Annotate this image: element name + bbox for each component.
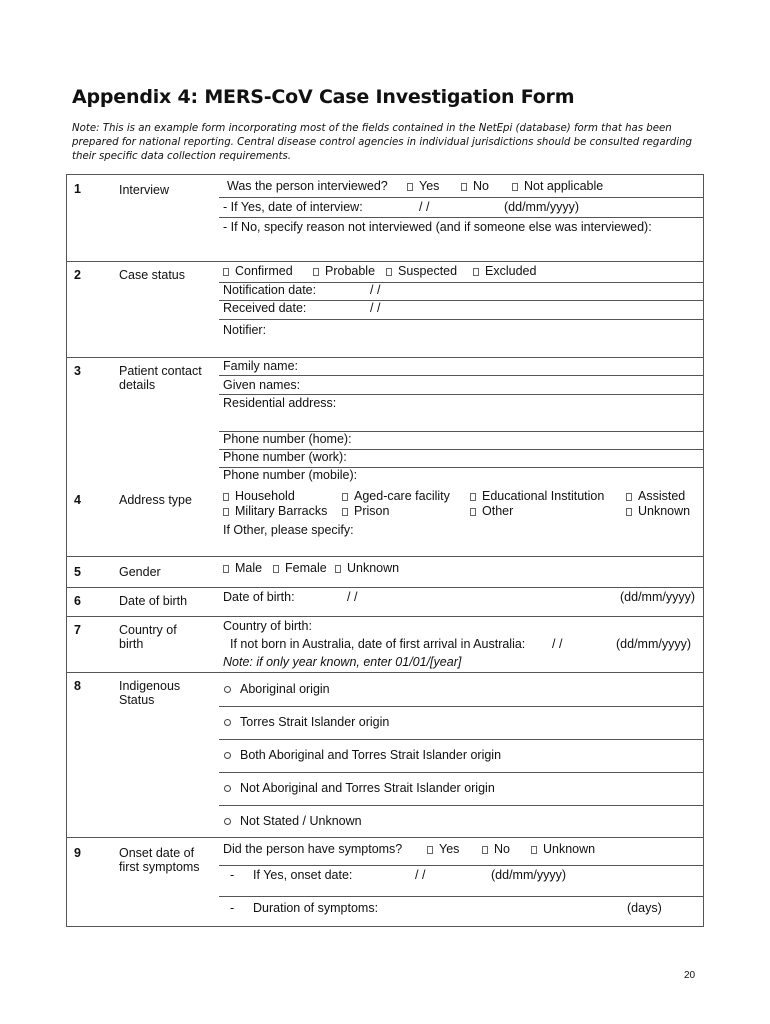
option-both[interactable]: Both Aboriginal and Torres Strait Islander origin	[224, 748, 501, 763]
section-number: 4	[74, 493, 81, 507]
checkbox[interactable]	[407, 183, 413, 191]
section-number: 3	[74, 364, 81, 378]
field-line	[219, 217, 703, 218]
option-prison[interactable]: Prison	[342, 504, 389, 519]
year-note: Note: if only year known, enter 01/01/[year]	[223, 655, 462, 669]
checkbox[interactable]	[531, 846, 537, 854]
field-line	[219, 865, 703, 866]
section-number: 6	[74, 594, 81, 608]
field-line	[219, 706, 703, 707]
field-line	[219, 197, 703, 198]
option-unknown[interactable]: Unknown	[531, 842, 595, 857]
checkbox[interactable]	[626, 493, 632, 501]
page-title: Appendix 4: MERS-CoV Case Investigation Form	[72, 86, 575, 108]
form-note	[72, 122, 702, 163]
checkbox[interactable]	[223, 493, 229, 501]
interview-date-field[interactable]: - If Yes, date of interview:	[223, 200, 363, 214]
field-line	[219, 896, 703, 897]
section-label: Gender	[119, 565, 161, 579]
section-number: 2	[74, 268, 81, 282]
option-unknown[interactable]: Unknown	[626, 504, 690, 519]
section-divider	[67, 357, 703, 358]
section-number: 9	[74, 846, 81, 860]
section-label: Patient contact	[119, 364, 202, 378]
duration-field[interactable]: Duration of symptoms:	[253, 901, 379, 915]
field-line	[219, 805, 703, 806]
list-dash: -	[230, 901, 235, 915]
option-excluded[interactable]: Excluded	[473, 264, 536, 279]
date-format: (dd/mm/yyyy)	[616, 637, 691, 651]
section-divider	[67, 672, 703, 673]
option-unknown[interactable]: Unknown	[335, 561, 399, 576]
phone-home-field[interactable]: Phone number (home):	[223, 432, 352, 446]
phone-mobile-field[interactable]: Phone number (mobile):	[223, 468, 358, 482]
checkbox[interactable]	[223, 565, 229, 573]
note-line: prepared for national reporting. Central disease control agencies in individual jurisdictions should be consulted regarding	[72, 136, 693, 148]
option-female[interactable]: Female	[273, 561, 327, 576]
section-label: Address type	[119, 493, 192, 507]
onset-date-field[interactable]: If Yes, onset date:	[253, 868, 353, 882]
date-slashes: / /	[370, 301, 381, 315]
checkbox[interactable]	[482, 846, 488, 854]
notifier-field[interactable]: Notifier:	[223, 323, 267, 337]
option-not-aboriginal[interactable]: Not Aboriginal and Torres Strait Islander origin	[224, 781, 495, 796]
checkbox[interactable]	[427, 846, 433, 854]
checkbox[interactable]	[470, 493, 476, 501]
section-label: Country of	[119, 623, 177, 637]
phone-work-field[interactable]: Phone number (work):	[223, 450, 347, 464]
received-date-field[interactable]: Received date:	[223, 301, 307, 315]
date-slashes: / /	[347, 590, 358, 604]
option-other[interactable]: Other	[470, 504, 513, 519]
option-no[interactable]: No	[461, 179, 489, 194]
given-names-field[interactable]: Given names:	[223, 378, 301, 392]
section-label: details	[119, 378, 156, 392]
checkbox[interactable]	[335, 565, 341, 573]
option-not-applicable[interactable]: Not applicable	[512, 179, 603, 194]
option-torres-strait[interactable]: Torres Strait Islander origin	[224, 715, 389, 730]
checkbox[interactable]	[223, 268, 229, 276]
checkbox[interactable]	[223, 508, 229, 516]
date-of-birth-field[interactable]: Date of birth:	[223, 590, 295, 604]
checkbox[interactable]	[313, 268, 319, 276]
case-investigation-form	[66, 174, 704, 927]
checkbox[interactable]	[461, 183, 467, 191]
date-format: (dd/mm/yyyy)	[504, 200, 579, 214]
checkbox[interactable]	[342, 493, 348, 501]
checkbox[interactable]	[512, 183, 518, 191]
option-confirmed[interactable]: Confirmed	[223, 264, 293, 279]
checkbox[interactable]	[386, 268, 392, 276]
date-slashes: / /	[415, 868, 426, 882]
section-label: Date of birth	[119, 594, 188, 608]
arrival-date-field[interactable]: If not born in Australia, date of first arrival in Australia:	[230, 637, 526, 651]
section-label: Indigenous	[119, 679, 181, 693]
days-unit: (days)	[627, 901, 662, 915]
symptoms-question: Did the person have symptoms?	[223, 842, 403, 856]
date-format: (dd/mm/yyyy)	[620, 590, 695, 604]
section-divider	[67, 556, 703, 557]
section-divider	[67, 587, 703, 588]
date-format: (dd/mm/yyyy)	[491, 868, 566, 882]
note-line: their specific data collection requirements.	[72, 150, 292, 162]
interview-question: Was the person interviewed?	[227, 179, 388, 193]
section-label: Case status	[119, 268, 186, 282]
field-line	[219, 319, 703, 320]
date-slashes: / /	[370, 283, 381, 297]
section-divider	[67, 616, 703, 617]
checkbox[interactable]	[473, 268, 479, 276]
family-name-field[interactable]: Family name:	[223, 359, 299, 373]
radio-button[interactable]	[224, 686, 231, 693]
section-divider	[67, 261, 703, 262]
section-label: Status	[119, 693, 155, 707]
option-household[interactable]: Household	[223, 489, 295, 504]
section-label: first symptoms	[119, 860, 200, 874]
option-suspected[interactable]: Suspected	[386, 264, 457, 279]
checkbox[interactable]	[273, 565, 279, 573]
note-line: Note: This is an example form incorporating most of the fields contained in the NetEpi (database) form that has been	[72, 123, 672, 134]
list-dash: -	[230, 868, 235, 882]
option-yes[interactable]: Yes	[427, 842, 459, 857]
radio-button[interactable]	[224, 785, 231, 792]
option-aged-care[interactable]: Aged-care facility	[342, 489, 450, 504]
section-label: birth	[119, 637, 144, 651]
field-line	[219, 375, 703, 376]
section-number: 8	[74, 679, 81, 693]
option-not-stated[interactable]: Not Stated / Unknown	[224, 814, 362, 829]
field-line	[219, 394, 703, 395]
other-specify-field[interactable]: If Other, please specify:	[223, 523, 354, 537]
option-educational[interactable]: Educational Institution	[470, 489, 604, 504]
checkbox[interactable]	[470, 508, 476, 516]
section-label: Interview	[119, 183, 170, 197]
option-aboriginal[interactable]: Aboriginal origin	[224, 682, 330, 697]
field-line	[219, 739, 703, 740]
residential-address-field[interactable]: Residential address:	[223, 396, 337, 410]
checkbox[interactable]	[626, 508, 632, 516]
date-slashes: / /	[552, 637, 563, 651]
option-male[interactable]: Male	[223, 561, 262, 576]
option-military[interactable]: Military Barracks	[223, 504, 327, 519]
checkbox[interactable]	[342, 508, 348, 516]
option-assisted[interactable]: Assisted	[626, 489, 685, 504]
not-interviewed-reason-field[interactable]: - If No, specify reason not interviewed (and if someone else was interviewed):	[223, 220, 652, 234]
section-label: Onset date of	[119, 846, 195, 860]
section-number: 7	[74, 623, 81, 637]
section-number: 5	[74, 565, 81, 579]
notification-date-field[interactable]: Notification date:	[223, 283, 317, 297]
option-no[interactable]: No	[482, 842, 510, 857]
radio-button[interactable]	[224, 752, 231, 759]
section-number: 1	[74, 182, 81, 196]
radio-button[interactable]	[224, 818, 231, 825]
section-divider	[67, 837, 703, 838]
option-yes[interactable]: Yes	[407, 179, 439, 194]
page-number: 20	[684, 970, 696, 981]
radio-button[interactable]	[224, 719, 231, 726]
country-of-birth-field[interactable]: Country of birth:	[223, 619, 312, 633]
option-probable[interactable]: Probable	[313, 264, 375, 279]
date-slashes: / /	[419, 200, 430, 214]
field-line	[219, 772, 703, 773]
